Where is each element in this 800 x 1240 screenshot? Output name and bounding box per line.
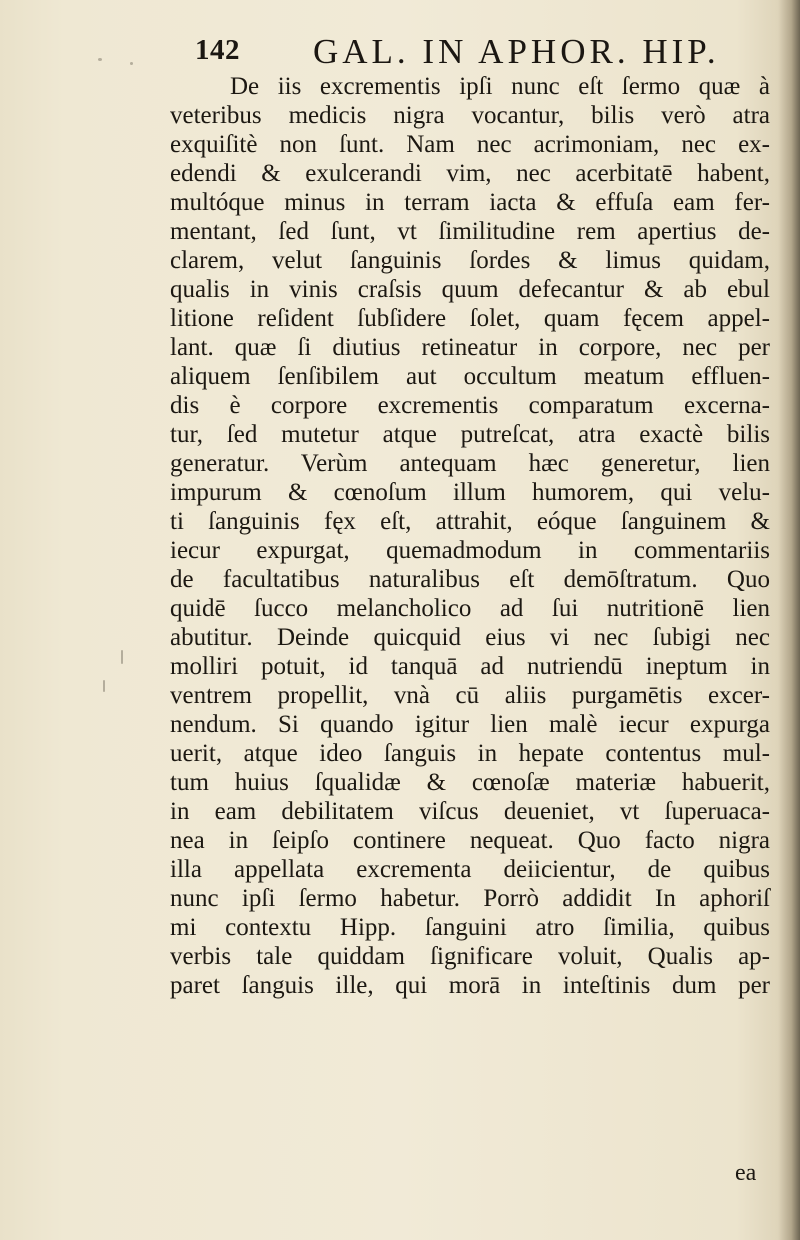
text-line: tum huius ſqualidæ & cœnoſæ materiæ habuerit, xyxy=(170,769,770,796)
text-line: nea in ſeipſo continere nequeat. Quo facto nigra xyxy=(170,827,770,854)
text-line: verbis tale quiddam ſignificare voluit, Qualis ap- xyxy=(170,943,770,970)
text-line: aliquem ſenſibilem aut occultum meatum effluen- xyxy=(170,363,770,390)
text-line: molliri potuit, id tanquā ad nutriendū ineptum in xyxy=(170,653,770,680)
text-line: qualis in vinis craſsis quum defecantur & ab ebul xyxy=(170,276,770,303)
text-line: litione reſident ſubſidere ſolet, quam fęcem appel- xyxy=(170,305,770,332)
text-line: dis è corpore excrementis comparatum excerna- xyxy=(170,392,770,419)
text-line: exquiſitè non ſunt. Nam nec acrimoniam, nec ex- xyxy=(170,131,770,158)
running-head: GAL. IN APHOR. HIP. xyxy=(313,32,720,71)
text-line: quidē ſucco melancholico ad ſui nutritionē lien xyxy=(170,595,770,622)
text-line: ti ſanguinis fęx eſt, attrahit, eóque ſanguinem & xyxy=(170,508,770,535)
text-line: De iis excrementis ipſi nunc eſt ſermo quæ à xyxy=(230,73,770,100)
text-line: clarem, velut ſanguinis ſordes & limus quidam, xyxy=(170,247,770,274)
text-line: mentant, ſed ſunt, vt ſimilitudine rem apertius de- xyxy=(170,218,770,245)
text-line: iecur expurgat, quemadmodum in commentariis xyxy=(170,537,770,564)
text-line: impurum & cœnoſum illum humorem, qui velu- xyxy=(170,479,770,506)
text-line: nendum. Si quando igitur lien malè iecur expurga xyxy=(170,711,770,738)
page-number: 142 xyxy=(195,34,240,66)
paper-speck xyxy=(121,650,123,664)
text-line: de facultatibus naturalibus eſt demōſtratum. Quo xyxy=(170,566,770,593)
text-line: in eam debilitatem viſcus deueniet, vt ſuperuaca- xyxy=(170,798,770,825)
text-line: mi contextu Hipp. ſanguini atro ſimilia, quibus xyxy=(170,914,770,941)
paper-speck xyxy=(98,58,102,61)
page-edge-shadow xyxy=(778,0,800,1240)
catchword: ea xyxy=(735,1160,757,1186)
paper-speck xyxy=(103,680,105,692)
text-line: paret ſanguis ille, qui morā in inteſtinis dum per xyxy=(170,972,770,999)
text-line: generatur. Verùm antequam hæc generetur, lien xyxy=(170,450,770,477)
text-line: lant. quæ ſi diutius retineatur in corpore, nec per xyxy=(170,334,770,361)
text-line: multóque minus in terram iacta & effuſa eam fer- xyxy=(170,189,770,216)
text-line: abutitur. Deinde quicquid eius vi nec ſubigi nec xyxy=(170,624,770,651)
text-line: ventrem propellit, vnà cū aliis purgamētis excer- xyxy=(170,682,770,709)
text-line: edendi & exulcerandi vim, nec acerbitatē habent, xyxy=(170,160,770,187)
page-header xyxy=(195,28,755,78)
text-line: illa appellata excrementa deiicientur, de quibus xyxy=(170,856,770,883)
paper-speck xyxy=(130,62,133,65)
text-line: uerit, atque ideo ſanguis in hepate contentus mul- xyxy=(170,740,770,767)
text-line: veteribus medicis nigra vocantur, bilis verò atra xyxy=(170,102,770,129)
body-text xyxy=(170,72,770,1000)
text-line: nunc ipſi ſermo habetur. Porrò addidit In aphoriſ xyxy=(170,885,770,912)
text-line: tur, ſed mutetur atque putreſcat, atra exactè bilis xyxy=(170,421,770,448)
